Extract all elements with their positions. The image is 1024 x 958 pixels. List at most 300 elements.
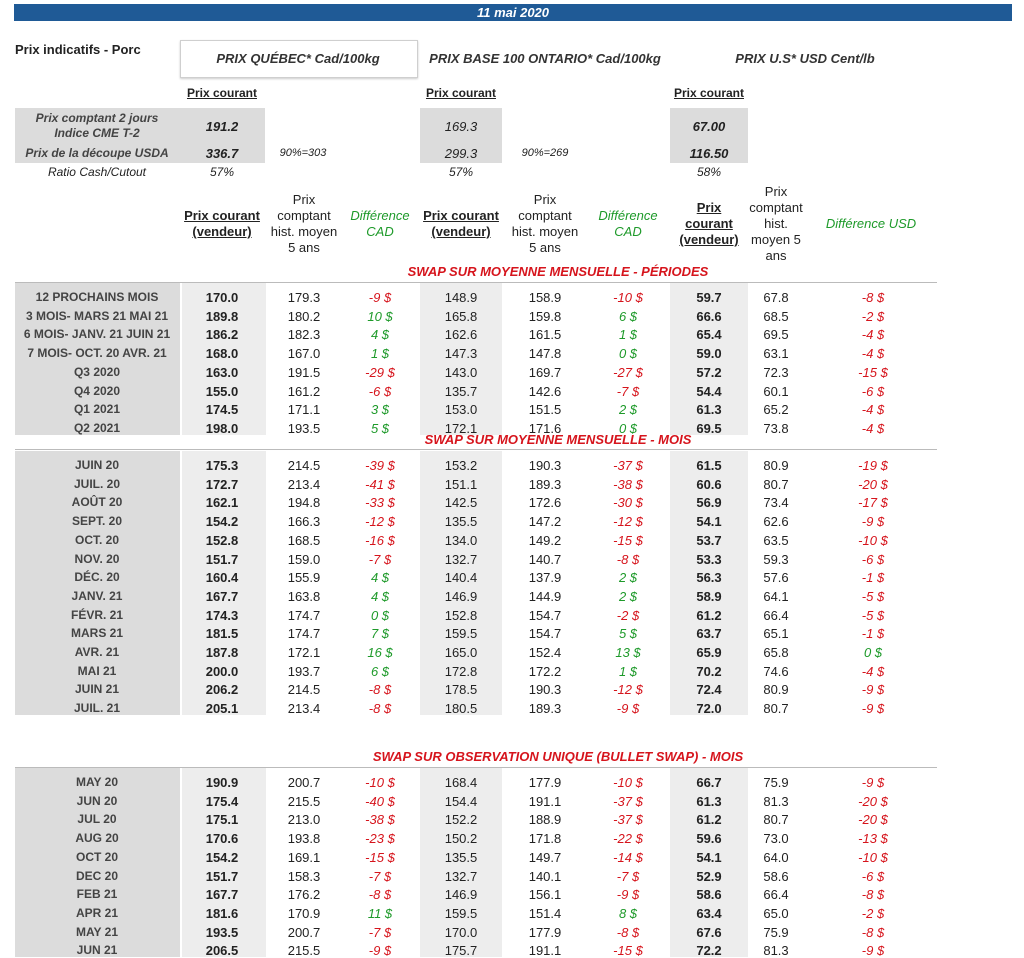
cell-qc-prix: 200.0 [205,663,239,679]
cell-us-diff: -9 $ [861,514,885,530]
cell-us-hist: 73.4 [763,495,789,511]
cell-on-hist: 154.7 [528,626,562,642]
cell-label: MAY 20 [75,775,119,789]
cell-qc-prix: 152.8 [205,532,239,548]
cell-label: Q4 2020 [73,383,121,398]
cell-on-diff: -8 $ [616,924,640,940]
cell-qc-prix: 170.6 [205,831,239,847]
cell-qc-diff: 16 $ [367,645,393,660]
cell-label: DEC 20 [75,868,119,883]
us-cash-value: 67.00 [692,119,726,134]
cell-label: JUIN 21 [74,682,120,697]
cell-on-hist: 159.8 [528,308,562,324]
cell-us-diff: -8 $ [861,290,885,305]
cell-us-hist: 66.4 [763,607,789,623]
cell-us-diff: -5 $ [861,607,885,623]
cell-on-diff: -10 $ [613,775,643,790]
cell-label: 12 PROCHAINS MOIS [35,290,159,304]
cell-on-hist: 151.4 [528,905,562,921]
cell-us-prix: 61.3 [696,402,722,418]
cell-qc-hist: 213.4 [287,701,321,717]
cell-us-prix: 65.9 [696,645,722,660]
cell-us-diff: -4 $ [861,420,885,436]
cell-on-prix: 143.0 [444,364,478,380]
cell-label: JUN 20 [76,793,118,808]
cell-on-diff: 1 $ [618,663,638,679]
cell-on-hist: 137.9 [528,570,562,586]
cell-on-prix: 154.4 [444,793,478,809]
cell-on-hist: 152.4 [528,645,562,660]
cell-on-prix: 178.5 [444,682,478,698]
cell-on-prix: 180.5 [444,701,478,717]
cell-label: 7 MOIS- OCT. 20 AVR. 21 [27,346,167,361]
cell-on-diff: 6 $ [618,308,638,324]
cell-us-hist: 65.0 [763,905,789,921]
cell-on-hist: 172.6 [528,495,562,511]
cell-label: AOÛT 20 [71,495,123,510]
cell-qc-diff: -8 $ [368,701,392,717]
cell-qc-hist: 194.8 [287,495,321,511]
cell-us-diff: -4 $ [861,663,885,679]
cell-qc-prix: 151.7 [205,868,239,884]
cell-qc-diff: -7 $ [368,551,392,567]
cell-on-prix: 135.5 [444,849,478,865]
cell-on-diff: -8 $ [616,551,640,567]
cell-us-prix: 54.4 [696,383,722,399]
cell-qc-prix: 162.1 [205,495,239,511]
cell-us-hist: 72.3 [763,364,789,380]
cell-us-prix: 63.7 [696,626,722,642]
cell-on-hist: 172.2 [528,663,562,679]
cell-qc-diff: 1 $ [370,346,390,362]
cell-qc-prix: 181.5 [205,626,239,642]
ontario-price-header: PRIX BASE 100 ONTARIO* Cad/100kg [429,51,661,66]
cell-qc-prix: 167.7 [205,588,239,604]
cell-on-diff: 5 $ [618,626,638,642]
cell-on-hist: 188.9 [528,812,562,828]
cell-qc-prix: 172.7 [205,476,239,492]
cell-qc-diff: -6 $ [368,383,392,399]
cell-on-hist: 140.7 [528,551,562,567]
cell-qc-prix: 189.8 [205,308,239,324]
cell-us-diff: -9 $ [861,701,885,717]
cell-qc-prix: 174.5 [205,402,239,418]
cell-on-prix: 134.0 [444,532,478,548]
cell-us-diff: -9 $ [861,943,885,958]
cell-us-diff: -5 $ [861,588,885,604]
cell-qc-prix: 206.2 [205,682,239,698]
cell-on-diff: -12 $ [613,514,643,530]
cell-us-prix: 54.1 [696,849,722,865]
cell-us-prix: 65.4 [696,327,722,343]
cell-label: Q2 2021 [73,420,121,435]
cell-qc-hist: 172.1 [287,645,321,660]
cell-on-prix: 165.0 [444,645,478,660]
cell-qc-hist: 161.2 [287,383,321,399]
page-title: Prix indicatifs - Porc [15,42,141,57]
cell-us-hist: 68.5 [763,308,789,324]
cell-us-prix: 66.7 [696,775,722,790]
cell-qc-hist: 214.5 [287,682,321,698]
cell-qc-prix: 175.3 [205,458,239,473]
quebec-cutout-value: 336.7 [205,146,239,161]
cell-qc-prix: 168.0 [205,346,239,362]
cell-qc-diff: -39 $ [365,458,395,473]
cell-qc-diff: -16 $ [365,532,395,548]
cell-us-prix: 58.6 [696,887,722,903]
cell-qc-prix: 151.7 [205,551,239,567]
cell-qc-prix: 154.2 [205,514,239,530]
cell-qc-hist: 213.0 [287,812,321,828]
cell-label: FEB 21 [76,887,118,902]
cell-on-hist: 147.2 [528,514,562,530]
us-cutout-value: 116.50 [689,146,729,161]
cell-qc-hist: 170.9 [287,905,321,921]
cell-qc-diff: -15 $ [365,849,395,865]
cell-us-diff: -4 $ [861,402,885,418]
cell-on-hist: 190.3 [528,458,562,473]
cell-qc-hist: 215.5 [287,793,321,809]
cell-us-prix: 52.9 [696,868,722,884]
ontario-cutout-value: 299.3 [444,146,478,161]
cell-qc-diff: -12 $ [365,514,395,530]
cell-on-hist: 171.6 [528,420,562,436]
cell-us-prix: 70.2 [696,663,722,679]
cell-qc-hist: 167.0 [287,346,321,362]
cell-qc-diff: -7 $ [368,924,392,940]
cell-us-hist: 80.7 [763,812,789,828]
cell-on-diff: -30 $ [613,495,643,511]
cell-on-hist: 161.5 [528,327,562,343]
cell-qc-diff: -10 $ [365,775,395,790]
cell-us-diff: -2 $ [861,308,885,324]
cell-qc-hist: 193.8 [287,831,321,847]
cell-qc-diff: -8 $ [368,682,392,698]
cell-on-diff: -9 $ [616,887,640,903]
cell-us-diff: -8 $ [861,887,885,903]
cell-label: AVR. 21 [74,645,120,659]
cell-us-diff: -2 $ [861,905,885,921]
cell-us-prix: 60.6 [696,476,722,492]
cell-on-prix: 148.9 [444,290,478,305]
cell-qc-prix: 155.0 [205,383,239,399]
cell-label: JUIN 20 [74,458,120,472]
cell-on-diff: -12 $ [613,682,643,698]
cell-label: MARS 21 [70,626,124,641]
cell-us-prix: 61.5 [696,458,722,473]
us-price-header: PRIX U.S* USD Cent/lb [735,51,875,66]
cell-us-hist: 57.6 [763,570,789,586]
cell-on-diff: -27 $ [613,364,643,380]
cell-on-hist: 142.6 [528,383,562,399]
cell-on-hist: 177.9 [528,775,562,790]
cell-us-prix: 54.1 [696,514,722,530]
cell-us-diff: -20 $ [858,793,888,809]
cell-qc-hist: 176.2 [287,887,321,903]
cell-qc-hist: 191.5 [287,364,321,380]
cell-qc-diff: 10 $ [367,308,393,324]
cell-qc-hist: 171.1 [287,402,321,418]
ratio-label: Ratio Cash/Cutout [47,165,147,179]
cell-on-hist: 149.7 [528,849,562,865]
col-header-on-diff-cad: Différence CAD [598,208,658,239]
cell-qc-prix: 167.7 [205,887,239,903]
cell-label: AUG 20 [75,831,119,846]
cell-on-hist: 191.1 [528,943,562,958]
cell-on-hist: 189.3 [528,476,562,492]
cell-label: JUL 20 [77,812,117,827]
cell-qc-diff: 4 $ [370,588,390,604]
cell-us-diff: -10 $ [858,849,888,865]
cell-qc-hist: 166.3 [287,514,321,530]
cell-on-hist: 140.1 [528,868,562,884]
cell-us-hist: 74.6 [763,663,789,679]
cell-us-prix: 56.3 [696,570,722,586]
cell-qc-hist: 213.4 [287,476,321,492]
col-header-on-prix-vendeur: Prix courant (vendeur) [423,208,499,239]
cell-on-diff: 2 $ [618,402,638,418]
cell-us-diff: -19 $ [858,458,888,473]
cell-us-hist: 66.4 [763,887,789,903]
cell-qc-diff: 7 $ [370,626,390,642]
cell-on-diff: 1 $ [618,327,638,343]
cell-on-prix: 135.7 [444,383,478,399]
cell-qc-hist: 193.7 [287,663,321,679]
cell-on-diff: -38 $ [613,476,643,492]
cell-us-diff: -4 $ [861,346,885,362]
cell-us-diff: -9 $ [861,775,885,790]
cell-us-prix: 53.3 [696,551,722,567]
cell-qc-hist: 158.3 [287,868,321,884]
cell-qc-prix: 193.5 [205,924,239,940]
cell-on-diff: -15 $ [613,943,643,958]
cell-qc-diff: -40 $ [365,793,395,809]
cell-on-hist: 156.1 [528,887,562,903]
cell-on-prix: 162.6 [444,327,478,343]
cell-label: JUN 21 [76,943,118,958]
cell-us-hist: 73.0 [763,831,789,847]
ontario-cash-value: 169.3 [444,119,478,134]
cell-qc-diff: 4 $ [370,327,390,343]
col-header-us-diff-usd: Différence USD [825,216,917,231]
cell-us-prix: 59.6 [696,831,722,847]
cell-qc-diff: -9 $ [368,943,392,958]
cell-on-prix: 150.2 [444,831,478,847]
cell-qc-hist: 159.0 [287,551,321,567]
cell-us-hist: 67.8 [763,290,789,305]
cell-on-diff: -37 $ [613,793,643,809]
cell-label: MAI 21 [77,663,117,678]
cell-qc-hist: 193.5 [287,420,321,436]
cell-qc-diff: 11 $ [367,905,393,921]
cell-label: OCT 20 [75,849,119,864]
us-ratio-value: 58% [696,165,722,179]
cell-on-hist: 149.2 [528,532,562,548]
date-banner: 11 mai 2020 [14,4,1012,21]
section-title: SWAP SUR MOYENNE MENSUELLE - PÉRIODES [407,264,709,279]
cell-label: MAY 21 [75,924,119,939]
section-title: SWAP SUR OBSERVATION UNIQUE (BULLET SWAP) - MOIS [372,749,744,764]
cell-us-prix: 66.6 [696,308,722,324]
cell-qc-prix: 175.4 [205,793,239,809]
cell-on-hist: 158.9 [528,290,562,305]
cell-us-hist: 80.7 [763,476,789,492]
cell-on-hist: 154.7 [528,607,562,623]
cell-us-hist: 75.9 [763,924,789,940]
cell-qc-prix: 163.0 [205,364,239,380]
cell-us-hist: 81.3 [763,793,789,809]
cell-us-prix: 59.7 [696,290,722,305]
cell-on-diff: 0 $ [618,420,638,436]
cell-on-prix: 172.1 [444,420,478,436]
cell-us-diff: -6 $ [861,551,885,567]
cell-us-prix: 59.0 [696,346,722,362]
cell-on-diff: 2 $ [618,570,638,586]
cell-on-hist: 190.3 [528,682,562,698]
cell-on-hist: 151.5 [528,402,562,418]
cell-qc-prix: 190.9 [205,775,239,790]
col-header-qc-diff-cad: Différence CAD [350,208,410,239]
col-header-qc-prix-hist: Prix comptant hist. moyen 5 ans [270,192,338,255]
cell-us-diff: -1 $ [861,626,885,642]
cell-on-prix: 140.4 [444,570,478,586]
cell-on-diff: 2 $ [618,588,638,604]
cell-qc-hist: 200.7 [287,924,321,940]
cell-qc-hist: 180.2 [287,308,321,324]
cell-qc-prix: 174.3 [205,607,239,623]
cell-us-prix: 61.3 [696,793,722,809]
quebec-cash-value: 191.2 [205,119,239,134]
cell-us-hist: 81.3 [763,943,789,958]
cell-qc-diff: -8 $ [368,887,392,903]
cell-us-prix: 58.9 [696,588,722,604]
quebec-90pct-value: 90%=303 [279,147,327,159]
cell-us-diff: -1 $ [861,570,885,586]
section-title: SWAP SUR MOYENNE MENSUELLE - MOIS [424,432,692,447]
cell-us-prix: 67.6 [696,924,722,940]
cell-qc-hist: 179.3 [287,290,321,305]
cell-on-diff: 8 $ [618,905,638,921]
col-header-on-prix-hist: Prix comptant hist. moyen 5 ans [511,192,579,255]
cell-qc-diff: 6 $ [370,663,390,679]
cell-us-hist: 63.1 [763,346,789,362]
cell-qc-diff: -41 $ [365,476,395,492]
cell-on-prix: 152.2 [444,812,478,828]
cell-on-prix: 172.8 [444,663,478,679]
cell-on-prix: 147.3 [444,346,478,362]
cell-us-diff: -13 $ [858,831,888,847]
cell-on-prix: 170.0 [444,924,478,940]
cell-qc-prix: 206.5 [205,943,239,958]
cell-on-prix: 153.0 [444,402,478,418]
cell-qc-diff: 0 $ [370,607,390,623]
cell-qc-hist: 168.5 [287,532,321,548]
cell-on-prix: 152.8 [444,607,478,623]
cutout-label: Prix de la découpe USDA [25,146,169,160]
quebec-price-header: PRIX QUÉBEC* Cad/100kg [216,51,380,66]
cell-on-diff: -2 $ [616,607,640,623]
cell-us-diff: -6 $ [861,383,885,399]
cell-on-hist: 171.8 [528,831,562,847]
cell-on-hist: 189.3 [528,701,562,717]
cell-us-diff: -4 $ [861,327,885,343]
cell-us-hist: 69.5 [763,327,789,343]
cell-qc-diff: 5 $ [370,420,390,436]
cell-qc-diff: -7 $ [368,868,392,884]
cell-us-prix: 53.7 [696,532,722,548]
cell-us-prix: 63.4 [696,905,722,921]
cell-us-hist: 59.3 [763,551,789,567]
cell-us-hist: 80.9 [763,682,789,698]
cell-label: OCT. 20 [74,532,120,547]
cell-us-diff: -6 $ [861,868,885,884]
cell-qc-diff: -33 $ [365,495,395,511]
quebec-prix-courant-label: Prix courant [186,86,258,100]
cell-qc-prix: 175.1 [205,812,239,828]
cell-us-hist: 64.1 [763,588,789,604]
col-header-us-prix-hist: Prix comptant hist. moyen 5 ans [749,184,803,263]
cell-qc-prix: 181.6 [205,905,239,921]
cell-us-diff: -20 $ [858,812,888,828]
cell-us-prix: 72.0 [696,701,722,717]
cell-qc-prix: 186.2 [205,327,239,343]
cell-us-prix: 57.2 [696,364,722,380]
cell-qc-prix: 170.0 [205,290,239,305]
cell-label: NOV. 20 [74,551,120,566]
cell-on-hist: 177.9 [528,924,562,940]
cell-on-diff: 0 $ [618,346,638,362]
cell-on-prix: 142.5 [444,495,478,511]
cell-on-diff: -7 $ [616,868,640,884]
cell-us-hist: 60.1 [763,383,789,399]
cell-on-prix: 159.5 [444,905,478,921]
cell-on-prix: 165.8 [444,308,478,324]
cell-on-prix: 135.5 [444,514,478,530]
cell-on-diff: -10 $ [613,290,643,305]
col-header-us-prix-vendeur: Prix courant (vendeur) [679,200,739,247]
cell-qc-hist: 174.7 [287,607,321,623]
ontario-prix-courant-label: Prix courant [425,86,497,100]
cell-qc-diff: -29 $ [365,364,395,380]
cell-label: FÉVR. 21 [70,607,124,622]
cell-label: 3 MOIS- MARS 21 MAI 21 [25,308,169,323]
cell-qc-prix: 154.2 [205,849,239,865]
cell-qc-prix: 205.1 [205,701,239,717]
cell-on-prix: 175.7 [444,943,478,958]
cell-us-hist: 65.2 [763,402,789,418]
cell-on-diff: -37 $ [613,812,643,828]
cell-label: SEPT. 20 [71,514,123,529]
cell-on-prix: 153.2 [444,458,478,473]
cell-on-diff: -37 $ [613,458,643,473]
cell-label: JANV. 21 [71,588,123,603]
cell-qc-hist: 182.3 [287,327,321,343]
cell-qc-hist: 163.8 [287,588,321,604]
ontario-90pct-value: 90%=269 [521,147,569,159]
cell-on-diff: -9 $ [616,701,640,717]
cell-us-prix: 72.4 [696,682,722,698]
cell-us-prix: 56.9 [696,495,722,511]
section-divider [15,767,937,768]
cash-label: Prix comptant 2 jours Indice CME T-2 [35,111,159,140]
cell-us-hist: 58.6 [763,868,789,884]
us-prix-courant-label: Prix courant [673,86,745,100]
cell-us-diff: -15 $ [858,364,888,380]
section-divider [15,282,937,283]
cell-us-hist: 80.9 [763,458,789,473]
cell-on-diff: -22 $ [613,831,643,847]
cell-qc-diff: -23 $ [365,831,395,847]
